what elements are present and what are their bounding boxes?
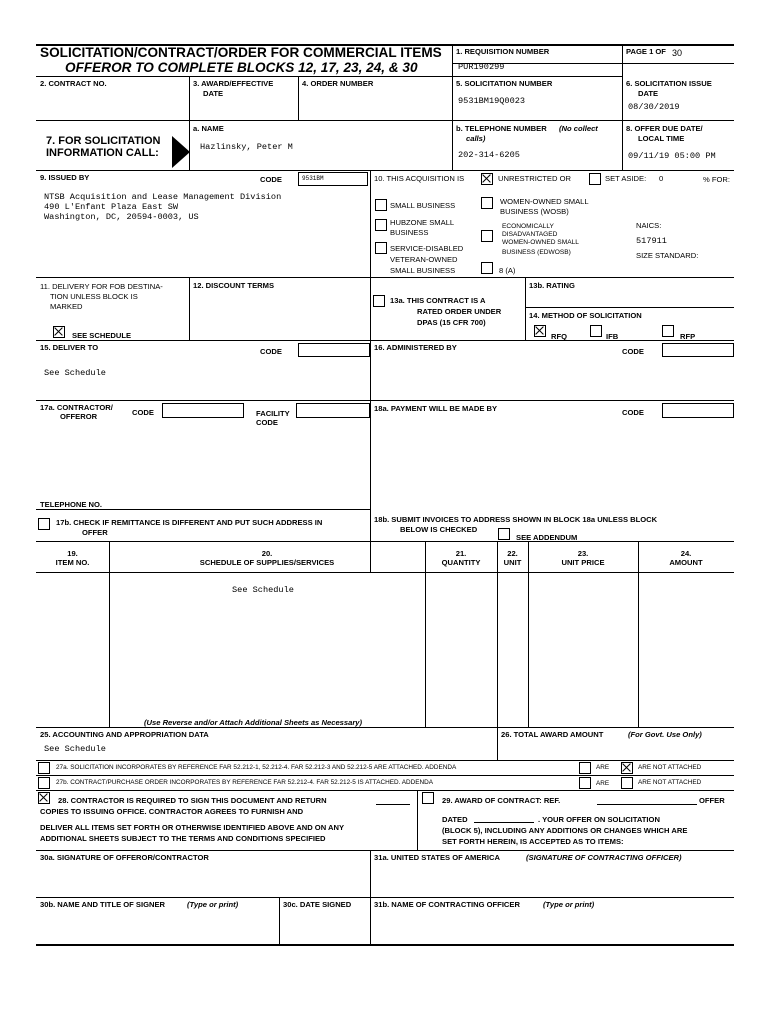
- contact-phone: 202-314-6205: [458, 150, 520, 160]
- block-9-code-label: CODE: [260, 175, 282, 184]
- block-27b-label: 27b. CONTRACT/PURCHASE ORDER INCORPORATES BY REFERENCE FAR 52.212-4. FAR 52.212-5 IS ATTACHED. ADDENDA: [56, 779, 434, 786]
- block-14-label: 14. METHOD OF SOLICITATION: [529, 311, 642, 320]
- block-13a-label-2: RATED ORDER UNDER: [417, 307, 502, 316]
- block-9-label: 9. ISSUED BY: [40, 173, 90, 182]
- block-11-label-3: MARKED: [50, 302, 83, 311]
- block-7a-label: a. NAME: [193, 124, 224, 133]
- block-30a-label: 30a. SIGNATURE OF OFFEROR/CONTRACTOR: [40, 853, 209, 862]
- col-21-number: 21.: [455, 549, 467, 558]
- small-business-checkbox[interactable]: [375, 199, 387, 211]
- size-standard-label: SIZE STANDARD:: [636, 251, 699, 260]
- block-15-label: 15. DELIVER TO: [40, 343, 99, 352]
- col-21-label: QUANTITY: [441, 558, 481, 567]
- hubzone-label-1: HUBZONE SMALL: [390, 218, 455, 227]
- page-label: PAGE 1 OF: [626, 47, 666, 56]
- wosb-label-1: WOMEN-OWNED SMALL: [500, 197, 589, 206]
- col-24-number: 24.: [680, 549, 692, 558]
- 27a-checkbox[interactable]: [38, 762, 50, 774]
- block-13a-label-1: 13a. THIS CONTRACT IS A: [390, 296, 486, 305]
- block-29-line-4: SET FORTH HEREIN, IS ACCEPTED AS TO ITEMS:: [442, 837, 624, 846]
- block-7-label: 7. FOR SOLICITATION: [46, 135, 161, 147]
- rated-order-checkbox[interactable]: [373, 295, 385, 307]
- col-23-label: UNIT PRICE: [561, 558, 605, 567]
- col-20-number: 20.: [261, 549, 273, 558]
- form-title: SOLICITATION/CONTRACT/ORDER FOR COMMERCIAL ITEMS: [40, 45, 442, 60]
- naics-label: NAICS:: [636, 221, 662, 230]
- facility-code-box: [296, 403, 370, 418]
- rfq-checkbox[interactable]: [534, 325, 546, 337]
- block-31a-label: 31a. UNITED STATES OF AMERICA: [374, 853, 501, 862]
- contact-name: Hazlinsky, Peter M: [200, 142, 293, 152]
- requisition-number: PUR190299: [458, 62, 505, 72]
- rfp-label: RFP: [680, 332, 696, 341]
- 8a-label: 8 (A): [499, 266, 516, 275]
- 28-checkbox[interactable]: [38, 792, 50, 804]
- block-28-line-1: 28. CONTRACTOR IS REQUIRED TO SIGN THIS DOCUMENT AND RETURN: [58, 796, 327, 805]
- 27a-not-attached-checkbox[interactable]: [621, 762, 633, 774]
- block-17a-label-2: OFFEROR: [60, 412, 98, 421]
- col-19-number: 19.: [67, 549, 78, 558]
- 27b-not-attached-checkbox[interactable]: [621, 777, 633, 789]
- block-1-label: 1. REQUISITION NUMBER: [456, 47, 550, 56]
- facility-code-label-1: FACILITY: [256, 409, 290, 418]
- block-17a-code-label: CODE: [132, 408, 154, 417]
- issued-by-code: 9531BM: [302, 175, 324, 182]
- block-3-label: 3. AWARD/EFFECTIVE: [193, 79, 274, 88]
- see-addendum-checkbox[interactable]: [498, 528, 510, 540]
- telephone-label: TELEPHONE NO.: [40, 500, 103, 509]
- 8a-checkbox[interactable]: [481, 262, 493, 274]
- block-13a-label-3: DPAS (15 CFR 700): [417, 318, 486, 327]
- block-7-label-2: INFORMATION CALL:: [46, 147, 159, 159]
- block-18a-code-label: CODE: [622, 408, 644, 417]
- continuation-note: (Use Reverse and/or Attach Additional Sheets as Necessary): [144, 718, 363, 727]
- sdvosb-checkbox[interactable]: [375, 242, 387, 254]
- block-17a-label-1: 17a. CONTRACTOR/: [40, 403, 113, 412]
- issued-by-line-3: Washington, DC, 20594-0003, US: [44, 212, 199, 222]
- edwosb-label-3: WOMEN-OWNED SMALL: [502, 239, 579, 246]
- 27a-are-label: ARE: [596, 764, 610, 771]
- issued-by-line-1: NTSB Acquisition and Lease Management Division: [44, 192, 282, 202]
- 27b-not-attached-label: ARE NOT ATTACHED: [638, 779, 702, 786]
- form-subtitle: OFFEROR TO COMPLETE BLOCKS 12, 17, 23, 24, & 30: [65, 60, 418, 75]
- block-8-label: 8. OFFER DUE DATE/: [626, 124, 703, 133]
- schedule-value: See Schedule: [232, 585, 294, 595]
- block-6-label: 6. SOLICITATION ISSUE: [626, 79, 712, 88]
- ifb-checkbox[interactable]: [590, 325, 602, 337]
- block-31a-note: (SIGNATURE OF CONTRACTING OFFICER): [526, 853, 682, 862]
- block-18a-label: 18a. PAYMENT WILL BE MADE BY: [374, 404, 498, 413]
- block-8-label-2: LOCAL TIME: [638, 134, 685, 143]
- block-16-label: 16. ADMINISTERED BY: [374, 343, 457, 352]
- sdvosb-label-2: VETERAN-OWNED: [390, 255, 458, 264]
- facility-code-label-2: CODE: [256, 418, 278, 427]
- edwosb-label-2: DISADVANTAGED: [502, 231, 558, 238]
- deliver-to-value: See Schedule: [44, 368, 106, 378]
- set-aside-value: 0: [659, 174, 664, 183]
- edwosb-label-4: BUSINESS (EDWOSB): [502, 249, 571, 256]
- unrestricted-checkbox[interactable]: [481, 173, 493, 185]
- block-17b-label-2: OFFER: [82, 528, 108, 537]
- percent-for-label: % FOR:: [703, 175, 731, 184]
- page-total: 30: [672, 48, 683, 58]
- set-aside-label: SET ASIDE:: [605, 174, 647, 183]
- sdvosb-label-1: SERVICE-DISABLED: [390, 244, 464, 253]
- issued-by-line-2: 490 L'Enfant Plaza East SW: [44, 202, 179, 212]
- block-27a-label: 27a. SOLICITATION INCORPORATES BY REFERENCE FAR 52.212-1, 52.212-4. FAR 52.212-3 AND 52.212-5 ARE ATTACHED. ADDENDA: [56, 764, 457, 771]
- rfq-label: RFQ: [551, 332, 568, 341]
- edwosb-checkbox[interactable]: [481, 230, 493, 242]
- block-7b-label: b. TELEPHONE NUMBER: [456, 124, 547, 133]
- block-25-label: 25. ACCOUNTING AND APPROPRIATION DATA: [40, 730, 209, 739]
- edwosb-label-1: ECONOMICALLY: [502, 223, 554, 230]
- 27b-are-label: ARE: [596, 780, 610, 787]
- hubzone-checkbox[interactable]: [375, 219, 387, 231]
- block-29-offer: OFFER: [699, 796, 725, 805]
- block-7b-note-2: calls): [466, 134, 486, 143]
- see-schedule-label: SEE SCHEDULE: [72, 331, 132, 340]
- block-31b-label: 31b. NAME OF CONTRACTING OFFICER: [374, 900, 520, 909]
- block-16-code-box: [662, 343, 734, 357]
- see-addendum-label: SEE ADDENDUM: [516, 533, 578, 542]
- block-26-note: (For Govt. Use Only): [628, 730, 702, 739]
- col-24-label: AMOUNT: [669, 558, 703, 567]
- block-11-label-1: 11. DELIVERY FOR FOB DESTINA-: [40, 282, 163, 291]
- col-19-label: ITEM NO.: [55, 558, 90, 567]
- block-31b-note: (Type or print): [543, 900, 595, 909]
- solicitation-number: 9531BM19Q0023: [458, 96, 526, 106]
- block-12-label: 12. DISCOUNT TERMS: [193, 281, 275, 290]
- solicitation-issue-date: 08/30/2019: [628, 102, 680, 112]
- offer-due-date: 09/11/19 05:00 PM: [628, 151, 716, 161]
- block-26-label: 26. TOTAL AWARD AMOUNT: [501, 730, 604, 739]
- wosb-checkbox[interactable]: [481, 197, 493, 209]
- small-business-label: SMALL BUSINESS: [390, 201, 456, 210]
- block-11-label-2: TION UNLESS BLOCK IS: [50, 292, 138, 301]
- ifb-label: IFB: [606, 332, 619, 341]
- block-29-line-1: 29. AWARD OF CONTRACT: REF.: [442, 796, 561, 805]
- 29-checkbox[interactable]: [422, 792, 434, 804]
- block-28-line-3: DELIVER ALL ITEMS SET FORTH OR OTHERWISE IDENTIFIED ABOVE AND ON ANY: [40, 823, 345, 832]
- block-29-line-2: . YOUR OFFER ON SOLICITATION: [538, 815, 660, 824]
- block-28-line-4: ADDITIONAL SHEETS SUBJECT TO THE TERMS AND CONDITIONS SPECIFIED: [40, 834, 326, 843]
- block-10-label: 10. THIS ACQUISITION IS: [374, 174, 465, 183]
- col-20-label: SCHEDULE OF SUPPLIES/SERVICES: [199, 558, 335, 567]
- remittance-checkbox[interactable]: [38, 518, 50, 530]
- 27a-are-checkbox[interactable]: [579, 762, 591, 774]
- rfp-checkbox[interactable]: [662, 325, 674, 337]
- 27b-checkbox[interactable]: [38, 777, 50, 789]
- block-17b-label-1: 17b. CHECK IF REMITTANCE IS DIFFERENT AND PUT SUCH ADDRESS IN: [56, 518, 323, 527]
- block-29-line-3: (BLOCK 5), INCLUDING ANY ADDITIONS OR CHANGES WHICH ARE: [442, 826, 688, 835]
- block-2-label: 2. CONTRACT NO.: [40, 79, 107, 88]
- block-15-code-box: [298, 343, 370, 357]
- col-23-number: 23.: [577, 549, 589, 558]
- block-30c-label: 30c. DATE SIGNED: [283, 900, 352, 909]
- block-18a-code-box: [662, 403, 734, 418]
- col-22-label: UNIT: [503, 558, 522, 567]
- col-22-number: 22.: [507, 549, 518, 558]
- set-aside-checkbox[interactable]: [589, 173, 601, 185]
- block-17a-code-box: [162, 403, 244, 418]
- wosb-label-2: BUSINESS (WOSB): [500, 207, 569, 216]
- see-schedule-checkbox[interactable]: [53, 326, 65, 338]
- block-4-label: 4. ORDER NUMBER: [302, 79, 374, 88]
- block-28-line-2: COPIES TO ISSUING OFFICE. CONTRACTOR AGREES TO FURNISH AND: [40, 807, 304, 816]
- block-18b-label-2: BELOW IS CHECKED: [400, 525, 478, 534]
- unrestricted-label: UNRESTRICTED OR: [498, 174, 571, 183]
- sdvosb-label-3: SMALL BUSINESS: [390, 266, 456, 275]
- 27b-are-checkbox[interactable]: [579, 777, 591, 789]
- block-13b-label: 13b. RATING: [529, 281, 575, 290]
- block-7b-note: (No collect: [559, 124, 598, 133]
- block-5-label: 5. SOLICITATION NUMBER: [456, 79, 553, 88]
- block-30b-note: (Type or print): [187, 900, 239, 909]
- block-29-dated: DATED: [442, 815, 468, 824]
- accounting-data-value: See Schedule: [44, 744, 106, 754]
- arrow-right-icon: [172, 136, 190, 168]
- hubzone-label-2: BUSINESS: [390, 228, 429, 237]
- block-3-label-2: DATE: [203, 89, 224, 98]
- block-18b-label-1: 18b. SUBMIT INVOICES TO ADDRESS SHOWN IN BLOCK 18a UNLESS BLOCK: [374, 515, 658, 524]
- 27a-not-attached-label: ARE NOT ATTACHED: [638, 764, 702, 771]
- block-16-code-label: CODE: [622, 347, 644, 356]
- block-6-label-2: DATE: [638, 89, 659, 98]
- block-15-code-label: CODE: [260, 347, 282, 356]
- naics-value: 517911: [636, 236, 667, 246]
- block-30b-label: 30b. NAME AND TITLE OF SIGNER: [40, 900, 166, 909]
